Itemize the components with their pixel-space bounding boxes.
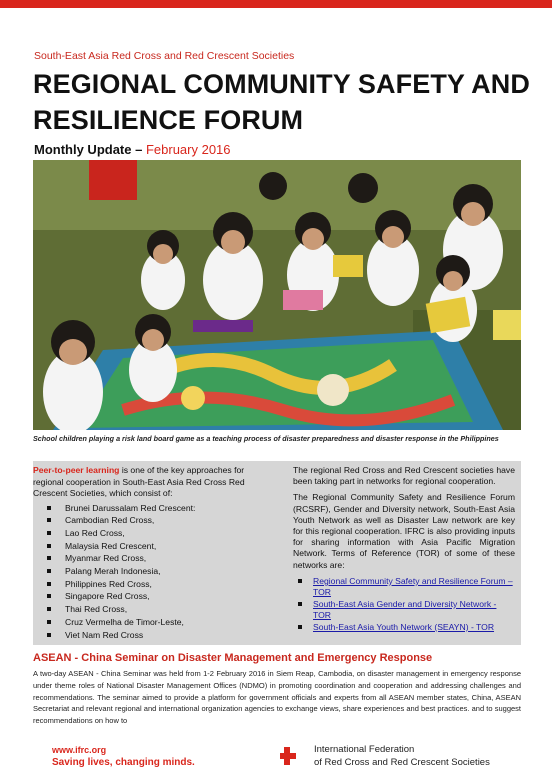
networks-para-1: The regional Red Cross and Red Crescent societies have been taking part in networks for regional cooperation. xyxy=(293,465,515,487)
list-item: Thai Red Cross, xyxy=(33,603,271,616)
list-item: Cruz Vermelha de Timor-Leste, xyxy=(33,616,271,629)
list-item: Singapore Red Cross, xyxy=(33,590,271,603)
societies-list xyxy=(33,502,271,642)
page-title: REGIONAL COMMUNITY SAFETY AND RESILIENCE FORUM xyxy=(33,69,530,135)
peer-learning-intro xyxy=(33,465,271,500)
organization-name: South-East Asia Red Cross and Red Crescent Societies xyxy=(34,50,295,62)
peer-learning-lead: Peer-to-peer learning xyxy=(33,465,120,475)
update-month: February 2016 xyxy=(145,142,231,157)
children-photo xyxy=(33,160,521,430)
list-item: Myanmar Red Cross, xyxy=(33,552,271,565)
seayn-tor-link[interactable]: South-East Asia Youth Network (SEAYN) - TOR xyxy=(313,621,495,632)
gender-diversity-tor-link[interactable]: South-East Asia Gender and Diversity Network - TOR xyxy=(313,598,497,620)
info-panel xyxy=(33,461,521,645)
footer-org-name-line2: of Red Cross and Red Crescent Societies xyxy=(314,757,490,768)
peer-learning-column xyxy=(33,465,271,641)
rcsrf-tor-link[interactable]: Regional Community Safety and Resilience Forum – TOR xyxy=(313,575,513,597)
list-item xyxy=(293,622,515,633)
list-item: Cambodian Red Cross, xyxy=(33,514,271,527)
networks-column xyxy=(293,465,515,634)
list-item: Viet Nam Red Cross xyxy=(33,629,271,642)
list-item xyxy=(293,576,515,598)
update-label: Monthly Update – xyxy=(34,142,143,157)
networks-para-2: The Regional Community Safety and Resilience Forum (RCSRF), Gender and Diversity network, South-East Asia Youth Network as well as Disaster Law network are key for this regional cooperation. IFRC is also providing inputs for sharing information with Asia Pacific Migration Network. Terms of Reference (TOR) of some of these networks are: xyxy=(293,492,515,570)
photo-illustration xyxy=(33,160,521,430)
list-item: Lao Red Cross, xyxy=(33,527,271,540)
list-item: Brunei Darussalam Red Crescent: xyxy=(33,502,271,515)
top-red-bar xyxy=(0,0,552,8)
list-item: Palang Merah Indonesia, xyxy=(33,565,271,578)
seminar-heading: ASEAN - China Seminar on Disaster Management and Emergency Response xyxy=(33,652,433,664)
tor-links-list xyxy=(293,576,515,633)
list-item: Malaysia Red Crescent, xyxy=(33,540,271,553)
footer-tagline: Saving lives, changing minds. xyxy=(52,757,195,768)
monthly-update-label xyxy=(34,142,231,157)
footer-website[interactable]: www.ifrc.org xyxy=(52,745,107,755)
red-cross-crescent-logo-icon xyxy=(280,745,310,774)
list-item xyxy=(293,599,515,621)
footer-org-name-line1: International Federation xyxy=(314,744,415,755)
seminar-body: A two-day ASEAN - China Seminar was held from 1-2 February 2016 in Siem Reap, Cambodia, on disaster management in emergency response under theme roles of National Disaster Management Offices (NDMO) in promoting coordination and cooperation and addressing challenges and recommendations. The seminar aimed to provide a platform for government officials and experts from all ASEAN member states, China, ASEAN Secretariat and relevant regional and international organization agencies to exchange views, share experiences and best practices. and to suggest recommendations on how to xyxy=(33,669,521,726)
peer-learning-text: is one of the key approaches for regional cooperation in South-East Asia Red Cross Red Crescent Societies, which consist of: xyxy=(33,465,245,498)
photo-caption: School children playing a risk land board game as a teaching process of disaster preparedness and disaster response in the Philippines xyxy=(33,434,499,443)
list-item: Philippines Red Cross, xyxy=(33,578,271,591)
